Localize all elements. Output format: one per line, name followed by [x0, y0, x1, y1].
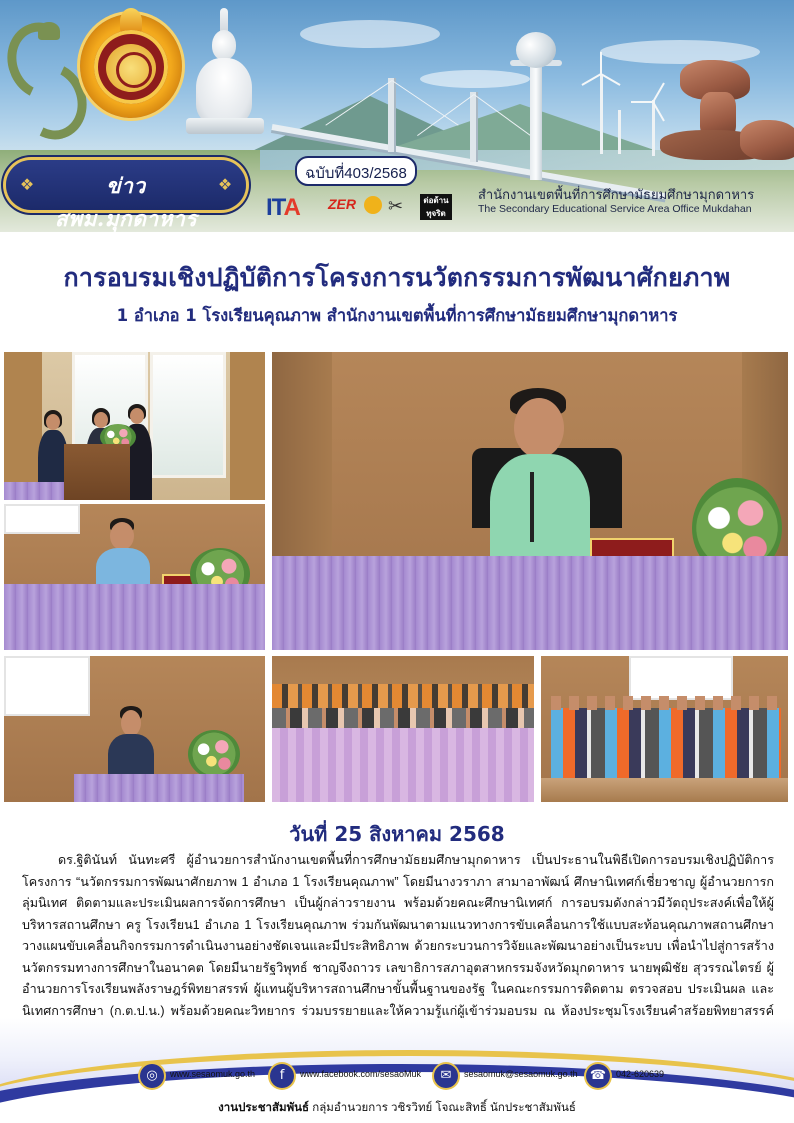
photo-speaker-blue-shirt [4, 504, 265, 650]
facebook-link[interactable]: www.facebook.com/sesaoMuk [300, 1069, 422, 1079]
bridge-pylon [470, 92, 478, 162]
zero-corruption-logo: ZER [328, 196, 384, 218]
wind-turbine [600, 74, 603, 154]
photo-audience [272, 656, 534, 802]
observation-tower [530, 60, 542, 180]
ornament-icon: ❖ [217, 175, 233, 194]
photo-podium-report [4, 352, 265, 500]
globe-icon: ◎ [140, 1064, 164, 1088]
obec-emblem-logo [80, 8, 182, 120]
header-banner [0, 0, 794, 232]
headline-title: การอบรมเชิงปฏิบัติการโครงการนวัตกรรมการพัฒนาศักยภาพ [63, 263, 731, 292]
photo-chairman-speech [272, 352, 788, 650]
ita-logo: ITA [266, 194, 300, 221]
facebook-icon: f [270, 1064, 294, 1088]
issue-number: ฉบับที่403/2568 [305, 165, 407, 182]
office-name-thai: สำนักงานเขตพื้นที่การศึกษามัธยมศึกษามุกดาหาร [478, 187, 755, 202]
photo-speaker-young-man [4, 656, 265, 802]
phone-number[interactable]: 042-620639 [616, 1069, 665, 1079]
news-title: ข่าว สพม.มุกดาหาร [54, 173, 198, 231]
tools-logo-icon: ✂ [388, 196, 404, 217]
office-name-english: The Secondary Educational Service Area Office Mukdahan [478, 203, 752, 215]
buddha-statue-head [212, 30, 236, 60]
issue-number-box [295, 156, 417, 186]
photo-group-standing [541, 656, 788, 802]
mail-icon: ✉ [434, 1064, 458, 1088]
anti-corruption-logo: ต่อต้าน ทุจริต [420, 194, 452, 220]
naga-statue [8, 22, 78, 142]
bridge-pylon [388, 78, 396, 152]
buddha-statue [196, 58, 252, 124]
news-title-badge [6, 160, 246, 231]
phone-icon: ☎ [586, 1064, 610, 1088]
website-link[interactable]: www.sesaomuk.go.th [170, 1069, 256, 1079]
event-date: วันที่ 25 สิงหาคม 2568 [289, 822, 505, 846]
footer-credit: งานประชาสัมพันธ์ กลุ่มอำนวยการ วชิรวิทย์ โจณะสิทธิ์ นักประชาสัมพันธ์ [218, 1102, 576, 1114]
news-body: ดร.ฐิตินันท์ นันทะศรี ผู้อำนวยการสำนักงานเขตพื้นที่การศึกษามัธยมศึกษามุกดาหาร เป็นประธานในพิธีเปิดการอบรมเชิงปฏิบัติการโครงการ “นวัตกรรมการพัฒนาศักยภาพ 1 อำเภอ 1 โรงเรียนคุณภาพ” โดยมีนางวราภา สามาอาพัฒน์ ศึกษานิเทศก์เชี่ยวชาญ ผู้อำนวยการกลุ่มนิเทศ ติดตามและประเมินผลการจัดการศึกษา เป็นผู้กล่าวรายงาน พร้อมด้วยคณะศึกษานิเทศก์ การอบรมดังกล่าวมีวัตถุประสงค์เพื่อให้ผู้บริหารสถานศึกษา ครู โรงเรียน1 อำเภอ 1 โรงเรียนคุณภาพ ร่วมกันพัฒนาตามแนวทางการขับเคลื่อนการใช้แบบสะท้อนคุณภาพสถานศึกษา วางแผนขับเคลื่อนกิจกรรมการดำเนินงานอย่างชัดเจนและมีประสิทธิภาพ ด้วยกระบวนการวิจัยและพัฒนาอย่างเป็นระบบ เพื่อนำไปสู่การสร้างนวัตกรรมทางการศึกษาในอนาคต โดยมีนายรัฐวิพุทธ์ ชาญจึงถาวร เลขาธิการสภาอุตสาหกรรมจังหวัดมุกดาหาร นายพุฒิชัย สุวรรณไตรย์ ผู้อำนวยการโรงเรียนพลังราษฎร์พิทยาสรรพ์ ผู้แทนผู้บริหารสถานศึกษาขั้นพื้นฐานของรัฐ ในคณะกรรมการติดตาม ตรวจสอบ ประเมินผล และนิเทศการศึกษา (ก.ต.ป.น.) พร้อมด้วยคณะวิทยากร ร่วมบรรยายและให้ความรู้แก่ผู้เข้าร่วมอบรม ณ ห้องประชุมโรงเรียนคำสร้อยพิทยาสรรค์ [22, 853, 774, 1018]
ornament-icon: ❖ [19, 175, 35, 194]
headline-subtitle: 1 อำเภอ 1 โรงเรียนคุณภาพ สำนักงานเขตพื้นที่การศึกษามัธยมศึกษามุกดาหาร [116, 306, 678, 325]
tower-dome [516, 32, 556, 68]
email-link[interactable]: sesaomuk@sesaomuk.go.th [464, 1069, 578, 1079]
